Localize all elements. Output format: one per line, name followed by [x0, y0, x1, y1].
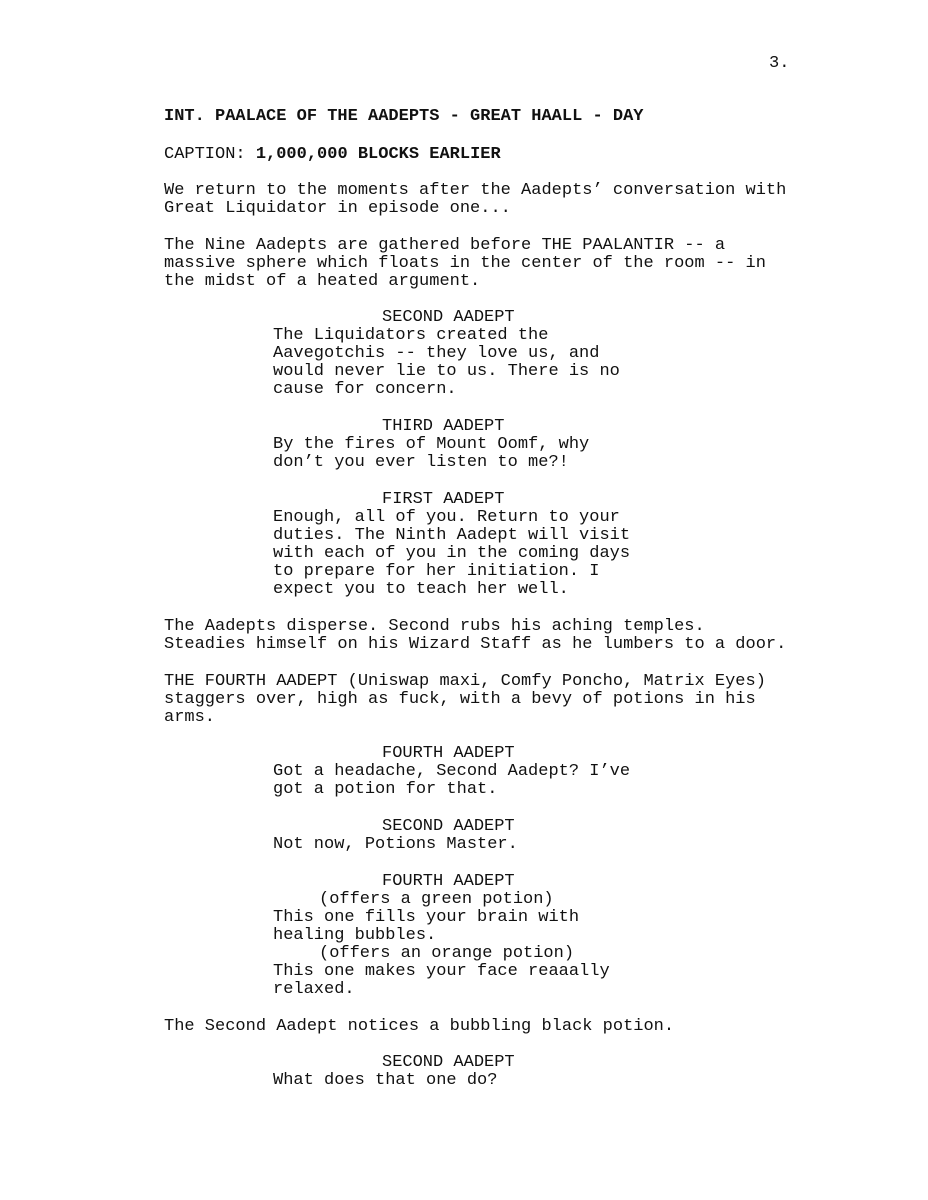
character-cue: SECOND AADEPT — [382, 817, 515, 836]
action-line: Great Liquidator in episode one... — [164, 199, 511, 218]
action-line: The Aadepts disperse. Second rubs his aching temples. — [164, 617, 705, 636]
character-cue: SECOND AADEPT — [382, 308, 515, 327]
parenthetical: (offers an orange potion) — [319, 944, 575, 963]
character-cue: FOURTH AADEPT — [382, 872, 515, 891]
dialogue-line: Aavegotchis -- they love us, and — [273, 344, 600, 363]
caption-text: 1,000,000 BLOCKS EARLIER — [255, 145, 501, 164]
action-line: The Nine Aadepts are gathered before THE PAALANTIR -- a — [164, 236, 726, 255]
character-cue: FOURTH AADEPT — [382, 744, 515, 763]
dialogue-line: By the fires of Mount Oomf, why — [273, 435, 590, 454]
dialogue-line: to prepare for her initiation. I — [273, 562, 600, 581]
action-line: We return to the moments after the Aadepts’ conversation with — [164, 181, 787, 200]
character-cue: THIRD AADEPT — [382, 417, 505, 436]
action-line: arms. — [164, 708, 216, 727]
character-cue: SECOND AADEPT — [382, 1053, 515, 1072]
dialogue-line: What does that one do? — [273, 1071, 498, 1090]
dialogue-line: This one fills your brain with — [273, 908, 580, 927]
caption-label: CAPTION: — [164, 145, 246, 164]
dialogue-line: healing bubbles. — [273, 926, 437, 945]
dialogue-line: got a potion for that. — [273, 780, 498, 799]
character-cue: FIRST AADEPT — [382, 490, 505, 509]
action-line: THE FOURTH AADEPT (Uniswap maxi, Comfy Poncho, Matrix Eyes) — [164, 672, 766, 691]
scene-heading: INT. PAALACE OF THE AADEPTS - GREAT HAALL - DAY — [164, 107, 644, 126]
action-line: staggers over, high as fuck, with a bevy of potions in his — [164, 690, 756, 709]
dialogue-line: with each of you in the coming days — [273, 544, 631, 563]
dialogue-line: The Liquidators created the — [273, 326, 549, 345]
action-line: the midst of a heated argument. — [164, 272, 481, 291]
dialogue-line: expect you to teach her well. — [273, 580, 569, 599]
dialogue-line: relaxed. — [273, 980, 355, 999]
action-line: The Second Aadept notices a bubbling black potion. — [164, 1017, 675, 1036]
action-line: Steadies himself on his Wizard Staff as he lumbers to a door. — [164, 635, 787, 654]
dialogue-line: duties. The Ninth Aadept will visit — [273, 526, 631, 545]
dialogue-line: would never lie to us. There is no — [273, 362, 620, 381]
action-line: massive sphere which floats in the center of the room -- in — [164, 254, 766, 273]
dialogue-line: don’t you ever listen to me?! — [273, 453, 569, 472]
dialogue-line: This one makes your face reaaally — [273, 962, 610, 981]
dialogue-line: Got a headache, Second Aadept? I’ve — [273, 762, 631, 781]
dialogue-line: Enough, all of you. Return to your — [273, 508, 620, 527]
dialogue-line: Not now, Potions Master. — [273, 835, 518, 854]
parenthetical: (offers a green potion) — [319, 890, 554, 909]
caption-line — [164, 146, 501, 164]
page-number: 3. — [769, 54, 790, 73]
dialogue-line: cause for concern. — [273, 380, 457, 399]
